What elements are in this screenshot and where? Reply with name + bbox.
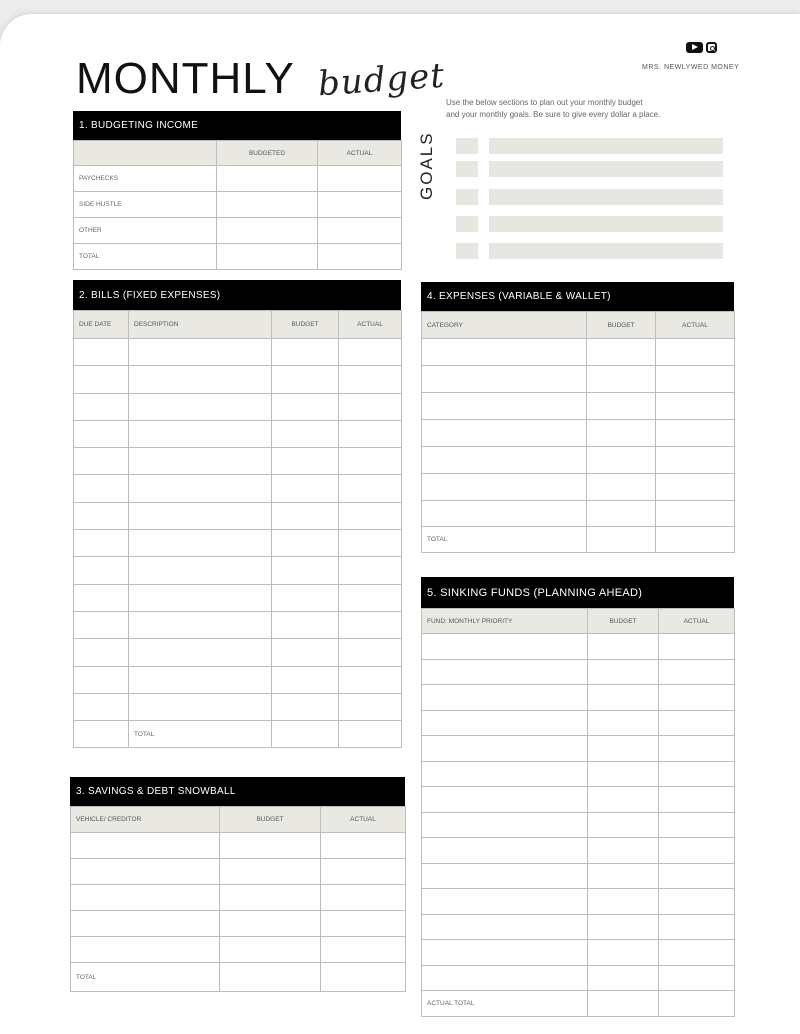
savings-cell[interactable] xyxy=(71,937,220,963)
sinking-cell[interactable] xyxy=(659,634,735,660)
sinking-cell[interactable] xyxy=(588,761,659,787)
bills-cell[interactable] xyxy=(129,393,272,420)
bills-cell[interactable] xyxy=(272,475,339,502)
sinking-cell[interactable] xyxy=(422,787,588,813)
bills-cell[interactable] xyxy=(74,420,129,447)
savings-cell[interactable] xyxy=(321,937,406,963)
goal-checkbox[interactable] xyxy=(456,138,478,154)
bills-row xyxy=(74,420,402,447)
sinking-cell[interactable] xyxy=(422,685,588,711)
goal-line[interactable] xyxy=(489,216,723,232)
bills-cell[interactable] xyxy=(339,530,402,557)
expenses-cell[interactable] xyxy=(656,474,735,501)
savings-cell[interactable] xyxy=(220,937,321,963)
intro-line-1: Use the below sections to plan out your monthly budget xyxy=(446,98,643,107)
bills-cell[interactable] xyxy=(339,611,402,638)
bills-row xyxy=(74,502,402,529)
sinking-cell[interactable] xyxy=(659,761,735,787)
income-table xyxy=(73,140,402,270)
bills-cell[interactable] xyxy=(129,420,272,447)
bills-cell[interactable] xyxy=(339,339,402,366)
sinking-cell[interactable] xyxy=(659,889,735,915)
bills-cell[interactable] xyxy=(272,502,339,529)
sinking-row xyxy=(422,812,735,838)
bills-cell[interactable] xyxy=(129,639,272,666)
bills-cell[interactable] xyxy=(272,420,339,447)
expenses-cell[interactable] xyxy=(656,420,735,447)
bills-cell[interactable] xyxy=(74,666,129,693)
expenses-cell[interactable] xyxy=(587,393,656,420)
sinking-cell[interactable] xyxy=(588,634,659,660)
sinking-cell[interactable] xyxy=(588,914,659,940)
bills-cell[interactable] xyxy=(339,420,402,447)
sinking-header-cell: BUDGET xyxy=(588,609,659,634)
sinking-cell[interactable] xyxy=(422,889,588,915)
bills-cell[interactable] xyxy=(339,693,402,720)
goal-line[interactable] xyxy=(489,138,723,154)
goal-checkbox[interactable] xyxy=(456,161,478,177)
sinking-row xyxy=(422,736,735,762)
income-cell[interactable] xyxy=(318,192,402,218)
savings-cell[interactable] xyxy=(71,885,220,911)
sinking-cell[interactable] xyxy=(659,812,735,838)
sinking-cell[interactable] xyxy=(422,659,588,685)
bills-cell[interactable] xyxy=(339,721,402,748)
income-header-cell xyxy=(74,141,217,166)
sinking-row xyxy=(422,991,735,1017)
sinking-cell[interactable] xyxy=(422,838,588,864)
bills-cell[interactable] xyxy=(74,502,129,529)
expenses-cell[interactable]: TOTAL xyxy=(422,527,587,553)
bills-table xyxy=(73,310,402,748)
sinking-header-cell: FUND: MONTHLY PRIORITY xyxy=(422,609,588,634)
income-cell[interactable]: PAYCHECKS xyxy=(74,166,217,192)
sinking-row xyxy=(422,940,735,966)
expenses-cell[interactable] xyxy=(422,447,587,474)
instagram-icon[interactable] xyxy=(706,42,717,53)
bills-cell[interactable] xyxy=(74,448,129,475)
savings-row xyxy=(71,963,406,992)
sinking-funds-table xyxy=(421,608,735,1017)
bills-cell[interactable] xyxy=(129,502,272,529)
bills-row xyxy=(74,366,402,393)
income-cell[interactable] xyxy=(217,218,318,244)
expenses-row xyxy=(422,366,735,393)
expenses-header-cell: ACTUAL xyxy=(656,312,735,339)
bills-cell[interactable] xyxy=(74,475,129,502)
income-header-cell: ACTUAL xyxy=(318,141,402,166)
expenses-row xyxy=(422,474,735,501)
sinking-cell[interactable] xyxy=(588,991,659,1017)
bills-cell[interactable] xyxy=(74,393,129,420)
bills-row xyxy=(74,393,402,420)
expenses-cell[interactable] xyxy=(422,420,587,447)
income-row xyxy=(74,166,402,192)
bills-cell[interactable] xyxy=(272,530,339,557)
expenses-row xyxy=(422,501,735,527)
intro-text xyxy=(446,97,736,121)
savings-cell[interactable] xyxy=(71,833,220,859)
income-cell[interactable]: TOTAL xyxy=(74,244,217,270)
sinking-cell[interactable] xyxy=(659,965,735,991)
expenses-section-header: 4. EXPENSES (VARIABLE & WALLET) xyxy=(421,282,734,311)
sinking-cell[interactable] xyxy=(659,863,735,889)
expenses-cell[interactable] xyxy=(422,501,587,527)
income-cell[interactable] xyxy=(318,166,402,192)
bills-cell[interactable] xyxy=(339,475,402,502)
savings-header-cell: ACTUAL xyxy=(321,807,406,833)
expenses-cell[interactable] xyxy=(656,447,735,474)
bills-cell[interactable] xyxy=(129,666,272,693)
bills-cell[interactable] xyxy=(339,502,402,529)
expenses-cell[interactable] xyxy=(656,366,735,393)
bills-header-cell: ACTUAL xyxy=(339,311,402,339)
expenses-header-cell: BUDGET xyxy=(587,312,656,339)
sinking-funds-section-header: 5. SINKING FUNDS (PLANNING AHEAD) xyxy=(421,577,734,608)
expenses-cell[interactable] xyxy=(422,393,587,420)
income-row xyxy=(74,218,402,244)
sinking-cell[interactable] xyxy=(588,940,659,966)
expenses-cell[interactable] xyxy=(587,527,656,553)
savings-cell[interactable] xyxy=(220,911,321,937)
sinking-row xyxy=(422,761,735,787)
sinking-cell[interactable] xyxy=(588,659,659,685)
bills-cell[interactable] xyxy=(272,666,339,693)
income-cell[interactable]: OTHER xyxy=(74,218,217,244)
bills-cell[interactable] xyxy=(272,339,339,366)
bills-cell[interactable] xyxy=(74,339,129,366)
expenses-cell[interactable] xyxy=(656,393,735,420)
expenses-row xyxy=(422,339,735,366)
sinking-row xyxy=(422,685,735,711)
income-cell[interactable]: SIDE HUSTLE xyxy=(74,192,217,218)
savings-table xyxy=(70,806,406,992)
bills-cell[interactable] xyxy=(129,530,272,557)
bills-cell[interactable] xyxy=(339,448,402,475)
bills-cell[interactable] xyxy=(272,584,339,611)
sinking-cell[interactable] xyxy=(588,685,659,711)
expenses-row xyxy=(422,527,735,553)
sinking-cell[interactable] xyxy=(659,914,735,940)
bills-cell[interactable] xyxy=(339,584,402,611)
sinking-row xyxy=(422,659,735,685)
income-cell[interactable] xyxy=(318,218,402,244)
bills-cell[interactable] xyxy=(74,693,129,720)
bills-cell[interactable] xyxy=(129,611,272,638)
sinking-row xyxy=(422,914,735,940)
bills-row xyxy=(74,557,402,584)
sinking-cell[interactable] xyxy=(659,940,735,966)
savings-cell[interactable] xyxy=(321,911,406,937)
bills-cell[interactable] xyxy=(74,366,129,393)
savings-cell[interactable] xyxy=(220,833,321,859)
goal-checkbox[interactable] xyxy=(456,243,478,259)
savings-row xyxy=(71,885,406,911)
savings-cell[interactable]: TOTAL xyxy=(71,963,220,992)
expenses-cell[interactable] xyxy=(656,501,735,527)
savings-row xyxy=(71,911,406,937)
bills-cell[interactable] xyxy=(272,557,339,584)
bills-cell[interactable] xyxy=(272,639,339,666)
bills-cell[interactable] xyxy=(129,448,272,475)
sinking-cell[interactable] xyxy=(422,736,588,762)
bills-row xyxy=(74,639,402,666)
bills-cell[interactable] xyxy=(272,366,339,393)
expenses-table xyxy=(421,311,735,553)
sinking-cell[interactable] xyxy=(659,787,735,813)
sinking-cell[interactable] xyxy=(422,965,588,991)
sinking-row xyxy=(422,838,735,864)
bills-cell[interactable] xyxy=(272,693,339,720)
income-cell[interactable] xyxy=(217,166,318,192)
expenses-cell[interactable] xyxy=(587,474,656,501)
sinking-cell[interactable] xyxy=(588,889,659,915)
bills-cell[interactable] xyxy=(339,557,402,584)
goals-label: GOALS xyxy=(417,131,436,200)
expenses-cell[interactable] xyxy=(587,501,656,527)
savings-row xyxy=(71,859,406,885)
sinking-cell[interactable] xyxy=(659,736,735,762)
sinking-header-cell: ACTUAL xyxy=(659,609,735,634)
bills-row xyxy=(74,475,402,502)
savings-cell[interactable] xyxy=(220,885,321,911)
sinking-row xyxy=(422,863,735,889)
sinking-row xyxy=(422,634,735,660)
goal-checkbox[interactable] xyxy=(456,189,478,205)
expenses-cell[interactable] xyxy=(587,366,656,393)
savings-header-cell: VEHICLE/ CREDITOR xyxy=(71,807,220,833)
income-cell[interactable] xyxy=(217,244,318,270)
bills-cell[interactable] xyxy=(74,584,129,611)
goal-line[interactable] xyxy=(489,189,723,205)
expenses-cell[interactable] xyxy=(587,420,656,447)
bills-cell[interactable] xyxy=(74,530,129,557)
savings-section-header: 3. SAVINGS & DEBT SNOWBALL xyxy=(70,777,405,806)
sinking-cell[interactable] xyxy=(588,965,659,991)
income-cell[interactable] xyxy=(217,192,318,218)
bills-cell[interactable] xyxy=(74,721,129,748)
social-icons xyxy=(686,42,717,53)
bills-cell[interactable]: TOTAL xyxy=(129,721,272,748)
sinking-row xyxy=(422,710,735,736)
sinking-cell[interactable] xyxy=(422,634,588,660)
bills-cell[interactable] xyxy=(74,611,129,638)
expenses-cell[interactable] xyxy=(587,447,656,474)
sinking-cell[interactable] xyxy=(659,659,735,685)
bills-cell[interactable] xyxy=(129,475,272,502)
sinking-cell[interactable] xyxy=(588,863,659,889)
savings-cell[interactable] xyxy=(321,859,406,885)
sinking-cell[interactable] xyxy=(659,710,735,736)
brand-name: MRS. NEWLYWED MONEY xyxy=(642,64,740,71)
bills-row xyxy=(74,721,402,748)
sinking-cell[interactable] xyxy=(659,685,735,711)
sinking-cell[interactable] xyxy=(422,761,588,787)
income-cell[interactable] xyxy=(318,244,402,270)
sinking-cell[interactable] xyxy=(422,863,588,889)
sinking-cell[interactable] xyxy=(422,710,588,736)
savings-row xyxy=(71,833,406,859)
sinking-row xyxy=(422,889,735,915)
savings-header-cell: BUDGET xyxy=(220,807,321,833)
expenses-row xyxy=(422,447,735,474)
sinking-cell[interactable] xyxy=(422,940,588,966)
goal-checkbox[interactable] xyxy=(456,216,478,232)
bills-header-cell: DUE DATE xyxy=(74,311,129,339)
bills-cell[interactable] xyxy=(129,693,272,720)
savings-cell[interactable] xyxy=(220,963,321,992)
bills-cell[interactable] xyxy=(272,611,339,638)
expenses-row xyxy=(422,393,735,420)
bills-row xyxy=(74,611,402,638)
income-row xyxy=(74,192,402,218)
bills-cell[interactable] xyxy=(74,639,129,666)
bills-cell[interactable] xyxy=(129,584,272,611)
savings-cell[interactable] xyxy=(71,859,220,885)
sinking-cell[interactable] xyxy=(659,838,735,864)
expenses-cell[interactable] xyxy=(422,474,587,501)
sinking-cell[interactable] xyxy=(659,991,735,1017)
income-row xyxy=(74,244,402,270)
bills-cell[interactable] xyxy=(339,666,402,693)
savings-cell[interactable] xyxy=(71,911,220,937)
savings-cell[interactable] xyxy=(321,963,406,992)
income-section-header: 1. BUDGETING INCOME xyxy=(73,111,401,140)
sinking-cell[interactable] xyxy=(422,812,588,838)
sinking-cell[interactable] xyxy=(588,787,659,813)
expenses-cell[interactable] xyxy=(587,339,656,366)
bills-row xyxy=(74,448,402,475)
bills-row xyxy=(74,693,402,720)
intro-line-2: and your monthly goals. Be sure to give every dollar a place. xyxy=(446,110,661,119)
bills-cell[interactable] xyxy=(272,721,339,748)
bills-header-cell: DESCRIPTION xyxy=(129,311,272,339)
bills-cell[interactable] xyxy=(272,393,339,420)
savings-cell[interactable] xyxy=(321,885,406,911)
bills-header-cell: BUDGET xyxy=(272,311,339,339)
sinking-cell[interactable] xyxy=(422,914,588,940)
sinking-cell[interactable]: ACTUAL TOTAL xyxy=(422,991,588,1017)
youtube-icon[interactable] xyxy=(686,42,703,53)
bills-cell[interactable] xyxy=(74,557,129,584)
savings-row xyxy=(71,937,406,963)
sinking-cell[interactable] xyxy=(588,736,659,762)
expenses-header-cell: CATEGORY xyxy=(422,312,587,339)
expenses-cell[interactable] xyxy=(656,527,735,553)
sinking-row xyxy=(422,787,735,813)
bills-row xyxy=(74,666,402,693)
savings-cell[interactable] xyxy=(220,859,321,885)
bills-row xyxy=(74,530,402,557)
bills-row xyxy=(74,584,402,611)
goal-line[interactable] xyxy=(489,243,723,259)
bills-row xyxy=(74,339,402,366)
bills-cell[interactable] xyxy=(129,339,272,366)
bills-cell[interactable] xyxy=(272,448,339,475)
sinking-cell[interactable] xyxy=(588,838,659,864)
goal-line[interactable] xyxy=(489,161,723,177)
expenses-cell[interactable] xyxy=(422,339,587,366)
bills-cell[interactable] xyxy=(339,393,402,420)
expenses-cell[interactable] xyxy=(422,366,587,393)
savings-cell[interactable] xyxy=(321,833,406,859)
title-budget-script: budget xyxy=(316,55,447,105)
title-monthly: MONTHLY xyxy=(76,54,295,103)
income-header-cell: BUDGETED xyxy=(217,141,318,166)
sinking-cell[interactable] xyxy=(588,812,659,838)
bills-cell[interactable] xyxy=(129,366,272,393)
sinking-row xyxy=(422,965,735,991)
expenses-row xyxy=(422,420,735,447)
bills-cell[interactable] xyxy=(129,557,272,584)
bills-section-header: 2. BILLS (FIXED EXPENSES) xyxy=(73,280,401,310)
bills-cell[interactable] xyxy=(339,639,402,666)
sinking-cell[interactable] xyxy=(588,710,659,736)
bills-cell[interactable] xyxy=(339,366,402,393)
expenses-cell[interactable] xyxy=(656,339,735,366)
